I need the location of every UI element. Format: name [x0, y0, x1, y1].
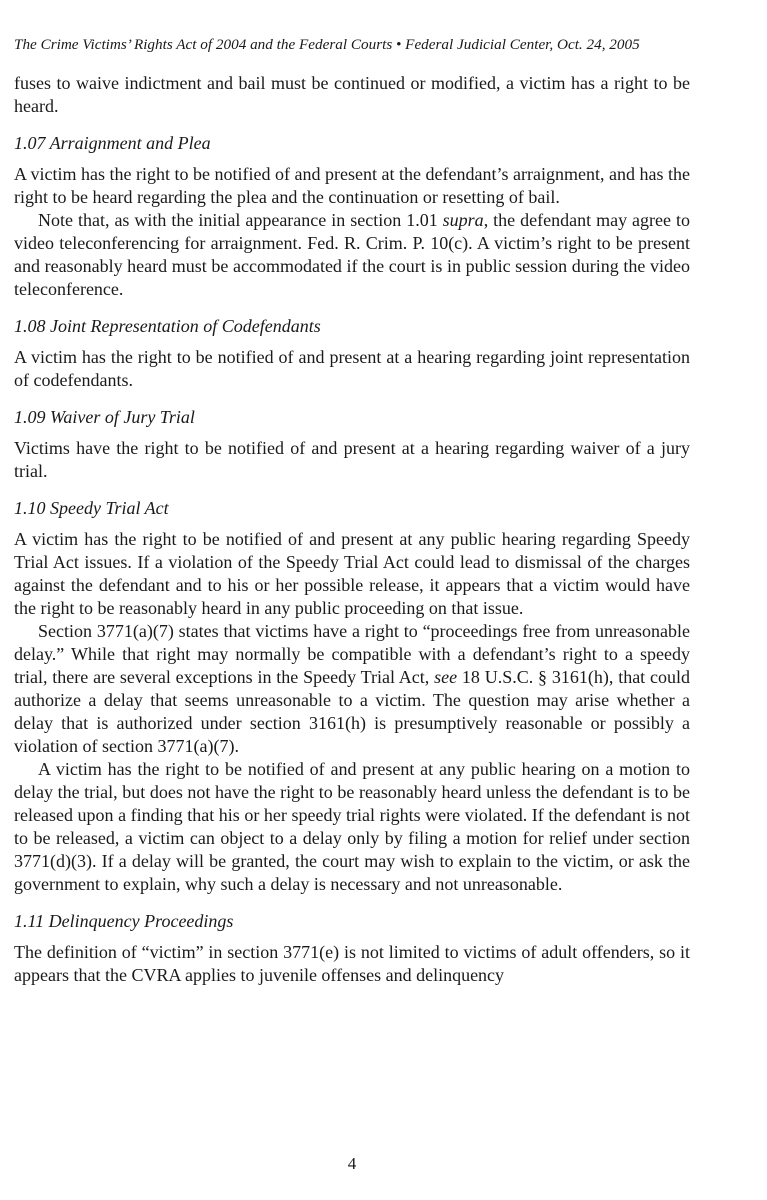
text-run: A victim has the right to be notified of and present at a hearing regarding joint representation of codefendants.	[14, 347, 690, 390]
text-run: Section 3771(a)(7) states that victims have a right to “proceedings free from unreasonable delay.” While that right may normally be compatible with a defendant’s right to a speedy trial, there are several exceptions in the Speedy Trial Act,	[14, 621, 690, 687]
text-run: , the defendant may agree to video teleconferencing for arraignment. Fed. R. Crim. P. 10(c). A victim’s right to be present and reasonably heard must be accommodated if the court is in public session during the video teleconference.	[14, 210, 690, 299]
section-heading: 1.08 Joint Representation of Codefendants	[14, 316, 321, 336]
body-paragraph	[14, 346, 690, 392]
text-run: A victim has the right to be notified of and present at any public hearing regarding Speedy Trial Act issues. If a violation of the Speedy Trial Act could lead to dismissal of the charges against the defendant and to his or her possible release, it appears that a victim would have the right to be reasonably heard in any public proceeding on that issue.	[14, 529, 690, 618]
text-run: 18 U.S.C. § 3161(h), that could authorize a delay that seems unreasonable to a victim. The question may arise whether a delay that is authorized under section 3161(h) is presumptively reasonable or possibly a violation of section 3771(a)(7).	[14, 667, 690, 756]
section-heading: 1.07 Arraignment and Plea	[14, 133, 211, 153]
italic-term: supra	[442, 210, 484, 230]
page-body	[14, 72, 690, 987]
body-paragraph	[14, 163, 690, 209]
text-run: The definition of “victim” in section 3771(e) is not limited to victims of adult offenders, so it appears that the CVRA applies to juvenile offenses and delinquency	[14, 942, 690, 985]
section-heading: 1.10 Speedy Trial Act	[14, 498, 169, 518]
text-run: Victims have the right to be notified of and present at a hearing regarding waiver of a jury trial.	[14, 438, 690, 481]
body-paragraph	[14, 528, 690, 620]
page-number: 4	[347, 1154, 357, 1173]
body-paragraph	[14, 209, 690, 301]
text-run: Note that, as with the initial appearance in section 1.01	[38, 210, 443, 230]
body-paragraph	[14, 941, 690, 987]
body-paragraph	[14, 620, 690, 758]
body-paragraph	[14, 758, 690, 896]
body-paragraph	[14, 437, 690, 483]
section-heading: 1.11 Delinquency Proceedings	[14, 911, 234, 931]
body-paragraph	[14, 72, 690, 118]
running-head: The Crime Victims’ Rights Act of 2004 and the Federal Courts • Federal Judicial Center, Oct. 24, 2005	[14, 36, 640, 53]
section-heading: 1.09 Waiver of Jury Trial	[14, 407, 195, 427]
italic-term: see	[434, 667, 458, 687]
text-run: fuses to waive indictment and bail must be continued or modified, a victim has a right to be heard.	[14, 73, 690, 116]
text-run: A victim has the right to be notified of and present at any public hearing on a motion to delay the trial, but does not have the right to be reasonably heard unless the defendant is to be released upon a finding that his or her speedy trial rights were violated. If the defendant is not to be released, a victim can object to a delay only by filing a motion for relief under section 3771(d)(3). If a delay will be granted, the court may wish to explain to the victim, or ask the government to explain, why such a delay is necessary and not unreasonable.	[14, 759, 690, 894]
text-run: A victim has the right to be notified of and present at the defendant’s arraignment, and has the right to be heard regarding the plea and the continuation or resetting of bail.	[14, 164, 690, 207]
